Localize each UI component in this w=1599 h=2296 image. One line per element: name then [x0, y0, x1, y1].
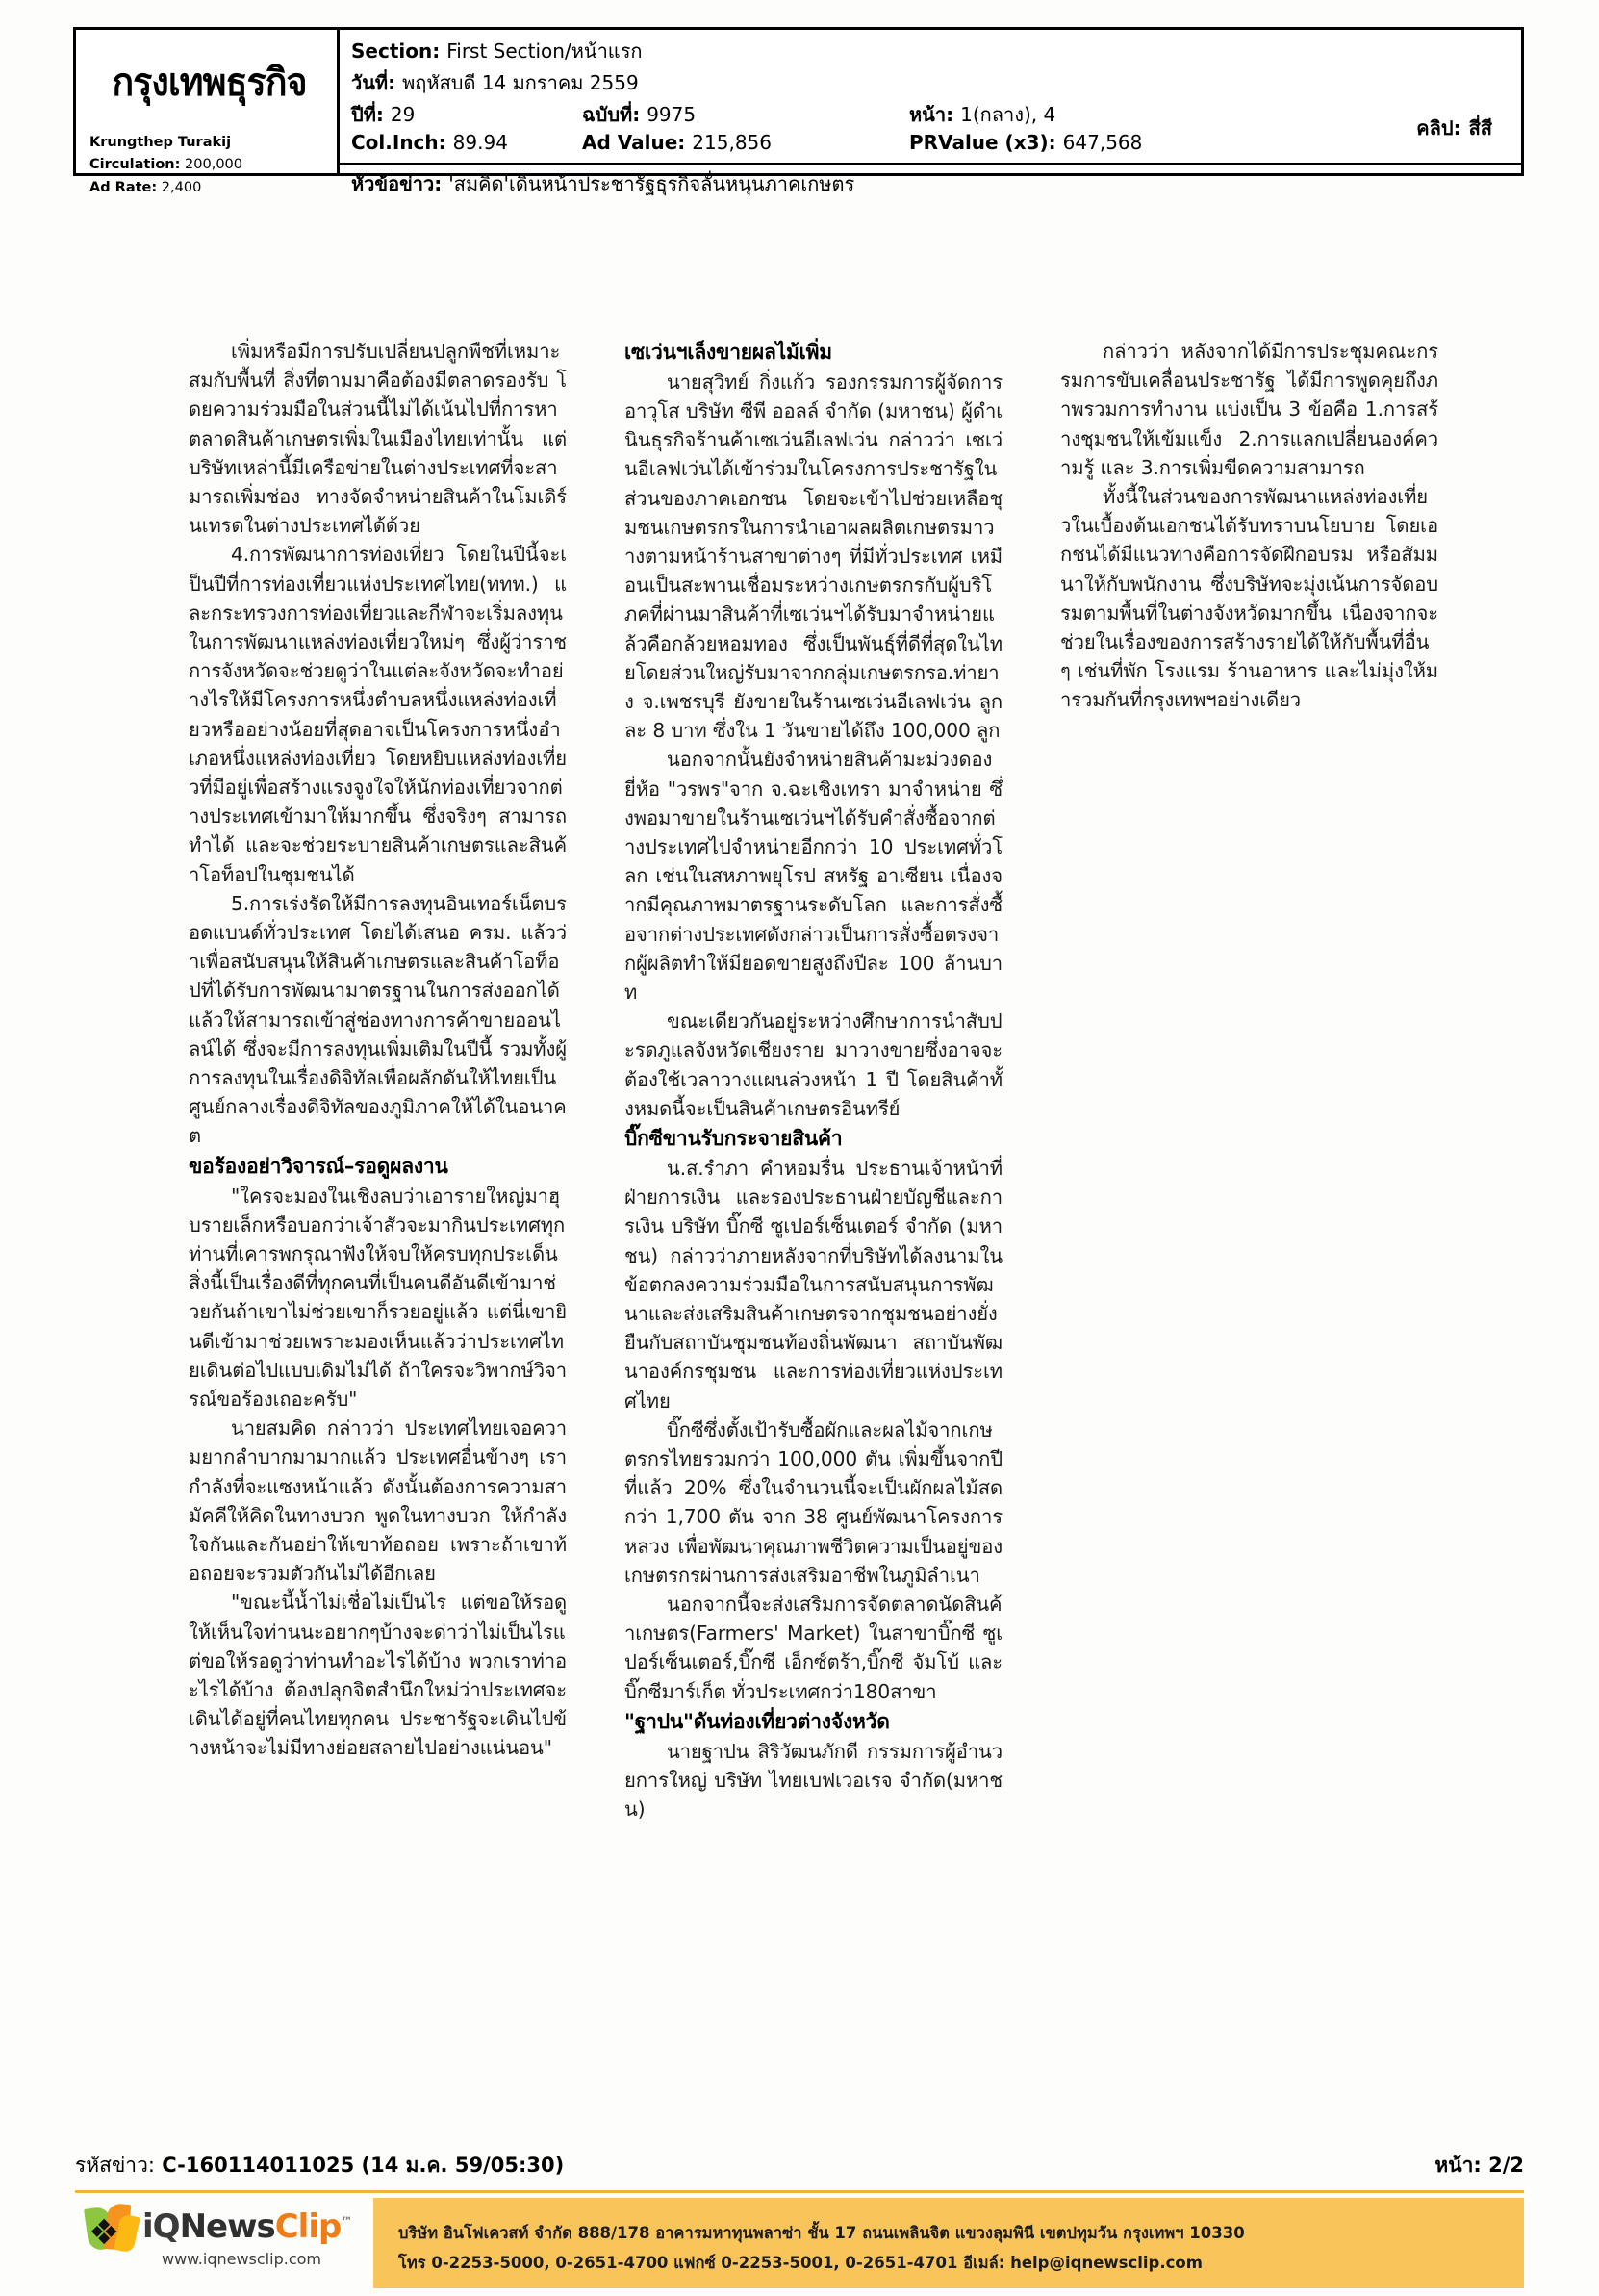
- paragraph: บิ๊กซีซึ่งตั้งเป้ารับซื้อผักและผลไม้จากเกษตรกรไทยรวมกว่า 100,000 ตัน เพิ่มขึ้นจากปีที่แล้ว 20% ซึ่งในจำนวนนี้จะเป็นผักผลไม้สดกว่า 1,700 ตัน จาก 38 ศูนย์พัฒนาโครงการหลวง เพื่อพัฒนาคุณภาพชีวิตความเป็นอยู่ของเกษตรกรผ่านการส่งเสริมอาชีพในภูมิลำเนา: [624, 1417, 1003, 1587]
- circulation-value: 200,000: [185, 157, 242, 173]
- address-line-2: โทร 0-2253-5000, 0-2651-4700 แฟกซ์ 0-2253-5001, 0-2651-4701 อีเมล์: help@iqnewsclip.com: [398, 2253, 1203, 2272]
- metrics-row: [351, 131, 1416, 163]
- news-code-label: รหัสข่าว:: [75, 2154, 155, 2177]
- ad-rate-row: [89, 177, 329, 199]
- brand-news: News: [179, 2207, 275, 2246]
- circulation-label: Circulation:: [89, 157, 181, 173]
- masthead-roman-name-row: [89, 132, 329, 154]
- section-heading: ขอร้องอย่าวิจารณ์–รอดูผลงาน: [189, 1154, 448, 1178]
- page-value: 1(กลาง), 4: [960, 103, 1056, 126]
- brand-iq: iQ: [142, 2207, 180, 2246]
- masthead-roman-name: Krungthep Turakij: [89, 135, 232, 150]
- pr-value-label: PRValue (x3):: [909, 131, 1056, 154]
- clipping-info-rows: [340, 30, 1416, 163]
- ad-value-value: 215,856: [692, 131, 773, 154]
- section-row: [351, 36, 1416, 67]
- article-body: [189, 337, 1439, 2088]
- news-code-value: C-160114011025 (14 ม.ค. 59/05:30): [162, 2154, 565, 2177]
- paragraph: นอกจากนี้จะส่งเสริมการจัดตลาดนัดสินค้าเกษตร(Farmers' Market) ในสาขาบิ๊กซี ซูเปอร์เซ็นเตอร์,บิ๊กซี เอ็กซ์ตร้า,บิ๊กซี จัมโบ้ และบิ๊กซีมาร์เก็ต ทั่วประเทศกว่า180สาขา: [624, 1592, 1003, 1703]
- issue-value: 9975: [647, 103, 697, 126]
- news-code-line: [75, 2150, 564, 2181]
- paragraph: นายสุวิทย์ กิ่งแก้ว รองกรรมการผู้จัดการอาวุโส บริษัท ซีพี ออลล์ จำกัด (มหาชน) ผู้ดำเนินธุรกิจร้านค้าเซเว่นอีเลฟเว่น กล่าวว่า เซเว่นอีเลฟเว่นได้เข้าร่วมในโครงการประชารัฐในส่วนของภาคเอกชน โดยจะเข้าไปช่วยเหลือชุมชนเกษตรกรในการนำเอาผลผลิตเกษตรมาวางตามหน้าร้านสาขาต่างๆ ที่มีทั่วประเทศ เหมือนเป็นสะพานเชื่อมระหว่างเกษตรกรกับผู้บริโภคที่ผ่านมาสินค้าที่เซเว่นฯได้รับมาจำหน่ายแล้วคือกล้วยหอมทอง ซึ่งเป็นพันธุ์ที่ดีที่สุดในไทยโดยส่วนใหญ่รับมาจากกลุ่มเกษตรกรอ.ท่ายาง จ.เพชรบุรี ยังขายในร้านเซเว่นอีเลฟเว่น ลูกละ 8 บาท ซึ่งใน 1 วันขายได้ถึง 100,000 ลูก: [624, 370, 1003, 743]
- paragraph: ทั้งนี้ในส่วนของการพัฒนาแหล่งท่องเที่ยวในเบื้องต้นเอกชนได้รับทราบนโยบาย โดยเอกชนได้มีแนวทางคือการจัดฝึกอบรม หรือสัมมนาให้กับพนักงาน ซึ่งบริษัทจะมุ่งเน้นการจัดอบรมตามพื้นที่ในต่างจังหวัดมากขึ้น เนื่องจากจะช่วยในเรื่องของการสร้างรายได้ให้กับพื้นที่อื่นๆ เช่นที่พัก โรงแรม ร้านอาหาร และไม่มุ่งให้มารวมกันที่กรุงเทพฯอย่างเดียว: [1060, 485, 1438, 712]
- year-label: ปีที่:: [351, 103, 384, 126]
- brand-wordmark: [142, 2207, 351, 2246]
- clipping-info-top: [340, 30, 1521, 163]
- paragraph: 5.การเร่งรัดให้มีการลงทุนอินเทอร์เน็ตบรอดแบนด์ทั่วประเทศ โดยได้เสนอ ครม. แล้วว่าเพื่อสนับสนุนให้สินค้าเกษตรและสินค้าโอท็อปที่ได้รับการพัฒนามาตรฐานในการส่งออกได้แล้วให้สามารถเข้าสู่ช่องทางการค้าขายออนไลน์ได้ ซึ่งจะมีการลงทุนเพิ่มเติมในปีนี้ รวมทั้งผู้การลงทุนในเรื่องดิจิทัลเพื่อผลักดันให้ไทยเป็นศูนย์กลางเรื่องดิจิทัลของภูมิภาคให้ได้ในอนาคต: [189, 891, 567, 1148]
- brand-clip: Clip: [274, 2207, 342, 2246]
- circulation-row: [89, 154, 329, 176]
- section-label: Section:: [351, 39, 441, 63]
- ad-value-label: Ad Value:: [582, 131, 686, 154]
- paragraph: ขณะเดียวกันอยู่ระหว่างศึกษาการนำสับปะรดภูแลจังหวัดเชียงราย มาวางขายซึ่งอาจจะต้องใช้เวลาวางแผนล่วงหน้า 1 ปี โดยสินค้าทั้งหมดนี้จะเป็นสินค้าเกษตรอินทรีย์: [624, 1009, 1003, 1120]
- paragraph: "ขณะนี้น้ำไม่เชื่อไม่เป็นไร แต่ขอให้รอดูให้เห็นใจท่านนะอยากๆบ้างจะด่าว่าไม่เป็นไรแต่ขอให้รอดูว่าท่านทำอะไรได้บ้าง พวกเราท่าอะไรได้บ้าง ต้องปลุกจิตสำนึกใหม่ว่าประเทศจะเดินได้อยู่ที่คนไทยทุกคน ประชารัฐจะเดินไปข้างหน้าจะไม่มีทางย่อยสลายไปอย่างแน่นอน": [189, 1591, 567, 1760]
- paragraph: เพิ่มหรือมีการปรับเปลี่ยนปลูกพืชที่เหมาะสมกับพื้นที่ สิ่งที่ตามมาคือต้องมีตลาดรองรับ โดยความร่วมมือในส่วนนี้ไม่ได้เน้นไปที่การหาตลาดสินค้าเกษตรเพิ่มในเมืองไทยเท่านั้น แต่บริษัทเหล่านี้มีเครือข่ายในต่างประเทศที่จะสามารถเพิ่มช่อง ทางจัดจำหน่ายสินค้าในโมเดิร์นเทรดในต่างประเทศได้ด้วย: [189, 340, 567, 538]
- paragraph: นายฐาปน สิริวัฒนภักดี กรรมการผู้อำนวยการใหญ่ บริษัท ไทยเบฟเวอเรจ จำกัด(มหาชน): [624, 1739, 1003, 1821]
- paragraph: นายสมคิด กล่าวว่า ประเทศไทยเจอความยากลำบากมามากแล้ว ประเทศอื่นข้างๆ เรากำลังที่จะแซงหน้าแล้ว ดังนั้นต้องการความสามัคคีให้คิดในทางบวก พูดในทางบวก ให้กำลังใจกันและกันอย่าให้เขาท้อถอย เพราะถ้าเขาท้อถอยจะรวมตัวกันไม่ได้อีกเลย: [189, 1416, 567, 1586]
- page-label: หน้า:: [909, 103, 954, 126]
- masthead-cell: [76, 30, 340, 195]
- clipping-footer: [0, 2134, 1599, 2296]
- headline-label: หัวข้อข่าว:: [351, 172, 443, 195]
- section-heading: "ฐาปน"ดันท่องเที่ยวต่างจังหวัด: [624, 1709, 890, 1733]
- clipping-info-cell: [340, 30, 1521, 195]
- paragraph: 4.การพัฒนาการท่องเที่ยว โดยในปีนี้จะเป็นปีที่การท่องเที่ยวแห่งประเทศไทย(ททท.) และกระทรวงการท่องเที่ยวและกีฬาจะเริ่มลงทุนในการพัฒนาแหล่งท่องเที่ยวใหม่ๆ ซึ่งผู้ว่าราชการจังหวัดจะช่วยดูว่าในแต่ละจังหวัดจะทำอย่างไรให้มีโครงการหนึ่งตำบลหนึ่งแหล่งท่องเที่ยวหรืออย่างน้อยที่สุดอาจเป็นโครงการหนึ่งอำเภอหนึ่งแหล่งท่องเที่ยว โดยหยิบแหล่งท่องเที่ยวที่มีอยู่เพื่อสร้างแรงจูงใจให้นักท่องเที่ยวจากต่างประเทศเข้ามาให้มากขึ้น ซึ่งจริงๆ สามารถทำได้ และจะช่วยระบายสินค้าเกษตรและสินค้าโอท็อปในชุมชนได้: [189, 543, 567, 886]
- year-value: 29: [390, 103, 416, 126]
- date-label: วันที่:: [351, 71, 396, 94]
- headline-value: 'สมคิด'เดินหน้าประชารัฐธุรกิจลั่นหนุนภาคเกษตร: [448, 172, 855, 195]
- paragraph: กล่าวว่า หลังจากได้มีการประชุมคณะกรรมการขับเคลื่อนประชารัฐ ได้มีการพูดคุยถึงภาพรวมการทำงาน แบ่งเป็น 3 ข้อคือ 1.การสร้างชุมชนให้เข้มแข็ง 2.การแลกเปลี่ยนองค์ความรู้ และ 3.การเพิ่มขีดความสามารถ: [1060, 340, 1438, 479]
- section-value: First Section/หน้าแรก: [446, 39, 643, 63]
- article-column-3: [1060, 337, 1438, 2088]
- date-row: [351, 67, 1416, 99]
- article-column-1: [189, 337, 567, 2088]
- clip-label: คลิป:: [1416, 116, 1461, 140]
- brand-website-url[interactable]: www.iqnewsclip.com: [162, 2250, 321, 2268]
- ad-rate-value: 2,400: [161, 179, 202, 195]
- company-address-bar: [373, 2198, 1524, 2288]
- date-value: พฤหัสบดี 14 มกราคม 2559: [402, 71, 639, 94]
- volume-issue-page-row: [351, 99, 1416, 131]
- article-column-2: [624, 337, 1003, 2088]
- newspaper-logo: กรุงเทพธุรกิจ: [112, 61, 307, 105]
- clipping-header-table: [73, 27, 1524, 195]
- issue-label: ฉบับที่:: [582, 103, 641, 126]
- address-line-1: บริษัท อินโฟเควสท์ จำกัด 888/178 อาคารมหาทุนพลาซ่า ชั้น 17 ถนนเพลินจิต แขวงลุมพินี เขตปทุมวัน กรุงเทพฯ 10330: [398, 2224, 1245, 2242]
- colinch-label: Col.Inch:: [351, 131, 446, 154]
- footer-page-value: 2/2: [1488, 2154, 1524, 2177]
- masthead-metadata: [89, 132, 329, 199]
- footer-divider: [75, 2190, 1524, 2193]
- clip-type-cell: [1416, 30, 1521, 143]
- leaf-logo-icon: ❖: [83, 2204, 142, 2259]
- pr-value-value: 647,568: [1062, 131, 1143, 154]
- paragraph: น.ส.รำภา คำหอมรื่น ประธานเจ้าหน้าที่ฝ่ายการเงิน และรองประธานฝ่ายบัญชีและการเงิน บริษัท บิ๊กซี ซูเปอร์เซ็นเตอร์ จำกัด (มหาชน) กล่าวว่าภายหลังจากที่บริษัทได้ลงนามในข้อตกลงความร่วมมือในการสนับสนุนการพัฒนาและส่งเสริมสินค้าเกษตรจากชุมชนอย่างยั่งยืนกับสถาบันชุมชนท้องถิ่นพัฒนา สถาบันพัฒนาองค์กรชุมชน และการท่องเที่ยวแห่งประเทศไทย: [624, 1156, 1003, 1413]
- paragraph: "ใครจะมองในเชิงลบว่าเอารายใหญ่มาฮุบรายเล็กหรือบอกว่าเจ้าสัวจะมากินประเทศทุกท่านที่เคารพกรุณาฟังให้จบให้ครบทุกประเด็น สิ่งนี้เป็นเรื่องดีที่ทุกคนที่เป็นคนดีอันดีเข้ามาช่วยกันถ้าเขาไม่ช่วยเขาก็รวยอยู่แล้ว แต่นี่เขายินดีเข้ามาช่วยเพราะมองเห็นแล้วว่าประเทศไทยเดินต่อไปแบบเดิมไม่ได้ ถ้าใครจะวิพากษ์วิจารณ์ขอร้องเถอะครับ": [189, 1184, 567, 1411]
- headline-row: [340, 163, 1521, 203]
- clip-value: สี่สี: [1468, 116, 1492, 140]
- paragraph: นอกจากนั้นยังจำหน่ายสินค้ามะม่วงดองยี่ห้อ "วรพร"จาก จ.ฉะเชิงเทรา มาจำหน่าย ซึ่งพอมาขายในร้านเซเว่นฯได้รับคำสั่งซื้อจากต่างประเทศไปจำหน่ายอีกกว่า 10 ประเทศทั่วโลก เช่นในสหภาพยุโรป สหรัฐ อาเซียน เนื่องจากมีคุณภาพมาตรฐานระดับโลก และการสั่งซื้อจากต่างประเทศดังกล่าวเป็นการสั่งซื้อตรงจากผู้ผลิตทำให้มียอดขายสูงถึงปีละ 100 ล้านบาท: [624, 748, 1003, 1005]
- section-heading: บิ๊กซีขานรับกระจายสินค้า: [624, 1127, 843, 1151]
- section-heading: เซเว่นฯเล็งขายผลไม้เพิ่ม: [624, 341, 832, 364]
- colinch-value: 89.94: [452, 131, 508, 154]
- ad-rate-label: Ad Rate:: [89, 179, 158, 195]
- iqnewsclip-brand[interactable]: [83, 2202, 371, 2284]
- footer-page-label: หน้า:: [1434, 2154, 1482, 2177]
- footer-page-number: [1434, 2150, 1524, 2181]
- trademark-symbol: ™: [341, 2214, 352, 2229]
